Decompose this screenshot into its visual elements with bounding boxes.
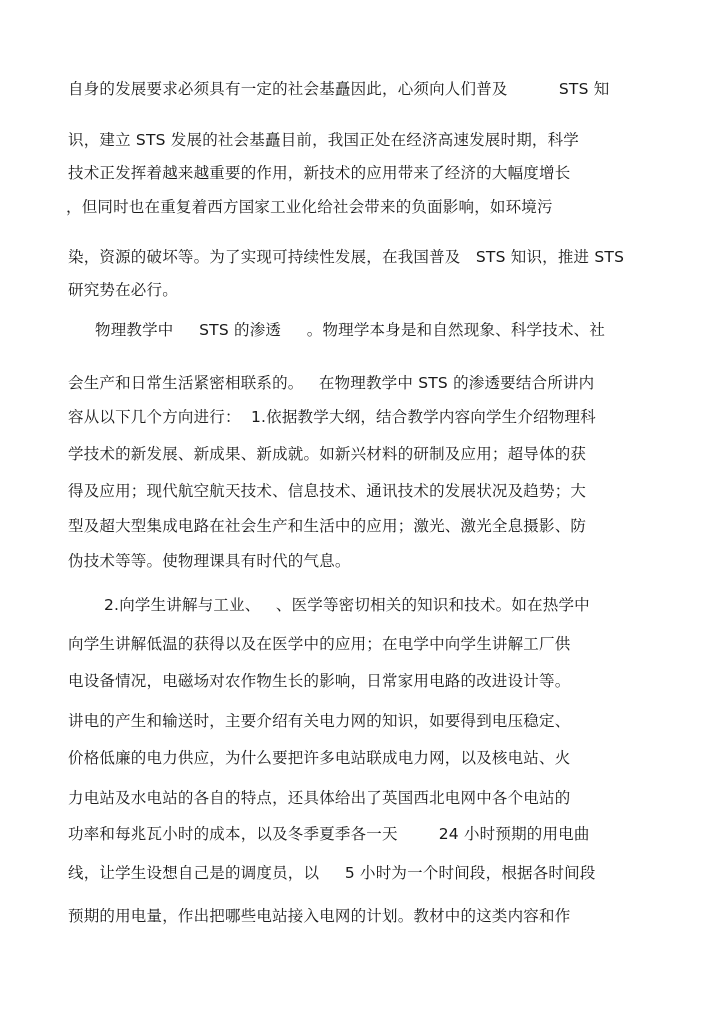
text-line: 向学生讲解低温的获得以及在医学中的应用；在电学中向学生讲解工厂供 [68, 635, 571, 653]
text-line: 力电站及水电站的各自的特点，还具体给出了英国西北电网中各个电站的 [68, 789, 571, 807]
text-line: 识，建立 STS 发展的社会基矗目前，我国正处在经济高速发展时期，科学 [68, 131, 580, 149]
text-line: 电设备情况，电磁场对农作物生长的影响，日常家用电路的改进设计等。 [68, 672, 571, 690]
text-line: ，但同时也在重复着西方国家工业化给社会带来的负面影响，如环境污 [66, 198, 553, 216]
text-line: 价格低廉的电力供应，为什么要把许多电站联成电力网，以及核电站、火 [68, 749, 571, 767]
text-line: 伪技术等等。使物理课具有时代的气息。 [68, 552, 351, 570]
text-line: 得及应用；现代航空航天技术、信息技术、通讯技术的发展状况及趋势；大 [68, 482, 587, 500]
text-line: 学技术的新发展、新成果、新成就。如新兴材料的研制及应用；超导体的获 [68, 445, 587, 463]
text-line: 容从以下几个方向进行： 1.依据教学大纲，结合教学内容向学生介绍物理科 [68, 408, 596, 426]
text-line: 染，资源的破坏等。为了实现可持续性发展，在我国普及 STS 知识，推进 STS [68, 248, 625, 266]
text-line: 2.向学生讲解与工业、 、医学等密切相关的知识和技术。如在热学中 [104, 596, 590, 614]
text-line: 物理教学中 STS 的渗透 。物理学本身是和自然现象、科学技术、社 [95, 321, 606, 339]
text-line: 技术正发挥着越来越重要的作用，新技术的应用带来了经济的大幅度增长 [68, 164, 571, 182]
text-line: 讲电的产生和输送时，主要介绍有关电力网的知识，如要得到电压稳定、 [68, 712, 571, 730]
text-line: 型及超大型集成电路在社会生产和生活中的应用；激光、激光全息摄影、防 [68, 517, 587, 535]
text-line: 会生产和日常生活紧密相联系的。 在物理教学中 STS 的渗透要结合所讲内 [68, 374, 595, 392]
text-line: 自身的发展要求必须具有一定的社会基矗因此，心须向人们普及 STS 知 [68, 80, 610, 98]
text-line: 功率和每兆瓦小时的成本，以及冬季夏季各一天 24 小时预期的用电曲 [68, 825, 590, 843]
text-line: 预期的用电量，作出把哪些电站接入电网的计划。教材中的这类内容和作 [68, 907, 571, 925]
text-line: 研究势在必行。 [68, 281, 178, 299]
text-line: 线，让学生设想自己是的调度员，以 5 小时为一个时间段，根据各时间段 [68, 864, 596, 882]
